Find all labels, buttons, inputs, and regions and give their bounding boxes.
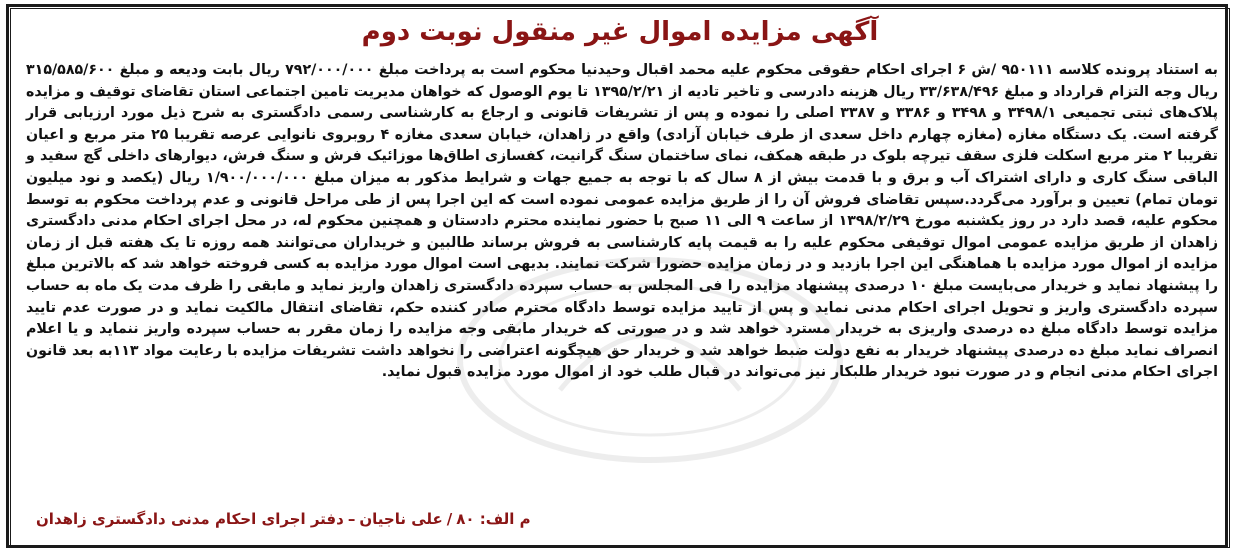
notice-paragraph: به استناد پرونده کلاسه ۹۵۰۱۱۱ /ش ۶ اجرای احکام حقوقی محکوم علیه محمد اقبال وحیدنیا محکوم است به پرداخت مبلغ ۷۹۲/۰۰۰/۰۰۰ ریال بابت ودیعه و مبلغ ۳۱۵/۵۸۵/۶۰۰ ریال وجه التزام قرارداد و مبلغ ۳۳/۶۳۸/۴۹۶ ریال هزینه دادرسی و تاخیر تادیه از ۱۳۹۵/۲/۲۱ تا یوم الوصول که خواهان مدیریت تامین اجتماعی استان تقاضای توقیف و مزایده پلاک‌های ثبتی تجمیعی ۳۴۹۸/۱ و ۳۴۹۸ و ۳۳۸۶ و ۳۳۸۷ اصلی را نموده و پس از تشریفات قانونی و ارجاع به کارشناسی رسمی دادگستری به شرح ذیل مورد ارزیابی قرار گرفته است. یک دستگاه مغازه (مغازه چهارم داخل سعدی از طرف خیابان آزادی) واقع در زاهدان، خیابان سعدی مغازه ۴ روبروی نانوایی عرصه تقریبا ۲۵ متر مربع و اعیان تقریبا ۲ متر مربع اسکلت فلزی سقف تیرچه بلوک در طبقه همکف، نمای ساختمان سنگ گرانیت، کفسازی اطاق‌ها موزائیک فرش و سنگ فرش، دیوارهای داخلی گچ سفید و الباقی سنگ کاری و دارای اشتراک آب و برق و با قدمت بیش از ۸ سال که با توجه به جمیع جهات و شرایط مذکور به میزان مبلغ ۱/۹۰۰/۰۰۰/۰۰۰ ریال (یکصد و نود میلیون تومان تمام) تعیین و برآورد می‌گردد.سپس تقاضای فروش آن را از طریق مزایده عمومی نموده است که این اجرا پس از طی مراحل قانونی و عدم پرداخت محکوم به توسط محکوم علیه، قصد دارد در روز یکشنبه مورخ ۱۳۹۸/۲/۲۹ از ساعت ۹ الی ۱۱ صبح با حضور نماینده محترم دادستان و همچنین محکوم له، در محل اجرای احکام مدنی دادگستری زاهدان از طریق مزایده عمومی اموال توقیفی محکوم علیه را به قیمت پایه کارشناسی به فروش برساند طالبین و خریداران می‌توانند همه روزه تا یک هفته قبل از زمان مزایده از اموال مورد مزایده با هماهنگی این اجرا بازدید و در زمان مزایده حضورا شرکت نمایند. بدیهی است اموال مورد مزایده به کسی فروخته خواهد شد که بالاترین مبلغ را پیشنهاد نماید و خریدار می‌بایست مبلغ ۱۰ درصدی پیشنهاد مزایده را فی المجلس به حساب سپرده دادگستری زاهدان واریز نماید و مابقی را ظرف مدت یک ماه به حساب سپرده دادگستری واریز و تحویل اجرای احکام مدنی نماید و پس از تایید مزایده توسط دادگاه محترم صادر کننده حکم، تقاضای انتقال مالکیت نماید و در صورت عدم تایید مزایده توسط دادگاه مبلغ ده درصدی واریزی به خریدار مسترد خواهد شد و در صورتی که خریدار مابقی وجه مزایده را زمان مقرر به حساب سپرده واریز ننماید و یا اعلام انصراف نماید مبلغ ده درصدی پیشنهاد خریدار به نفع دولت ضبط خواهد شد و خریدار حق هیچگونه اعتراضی را نخواهد داشت تشریفات مزایده با رعایت مواد ۱۱۳به بعد قانون اجرای احکام مدنی انجام و در صورت نبود خریدار طلبکار نیز می‌تواند در قبال طلب خود از اموال مورد مزایده قبول نماید. <box>26 62 1219 381</box>
footer-separator: – <box>347 510 356 528</box>
footer-separator: / <box>446 510 453 528</box>
footer-office: دفتر اجرای احکام مدنی دادگستری زاهدان <box>36 510 344 528</box>
notice-footer <box>36 506 531 532</box>
notice-title: آگهی مزایده اموال غیر منقول نوبت دوم <box>361 17 879 47</box>
footer-code: م الف: ۸۰ <box>456 510 531 528</box>
footer-officer: علی ناجیان <box>359 510 443 528</box>
